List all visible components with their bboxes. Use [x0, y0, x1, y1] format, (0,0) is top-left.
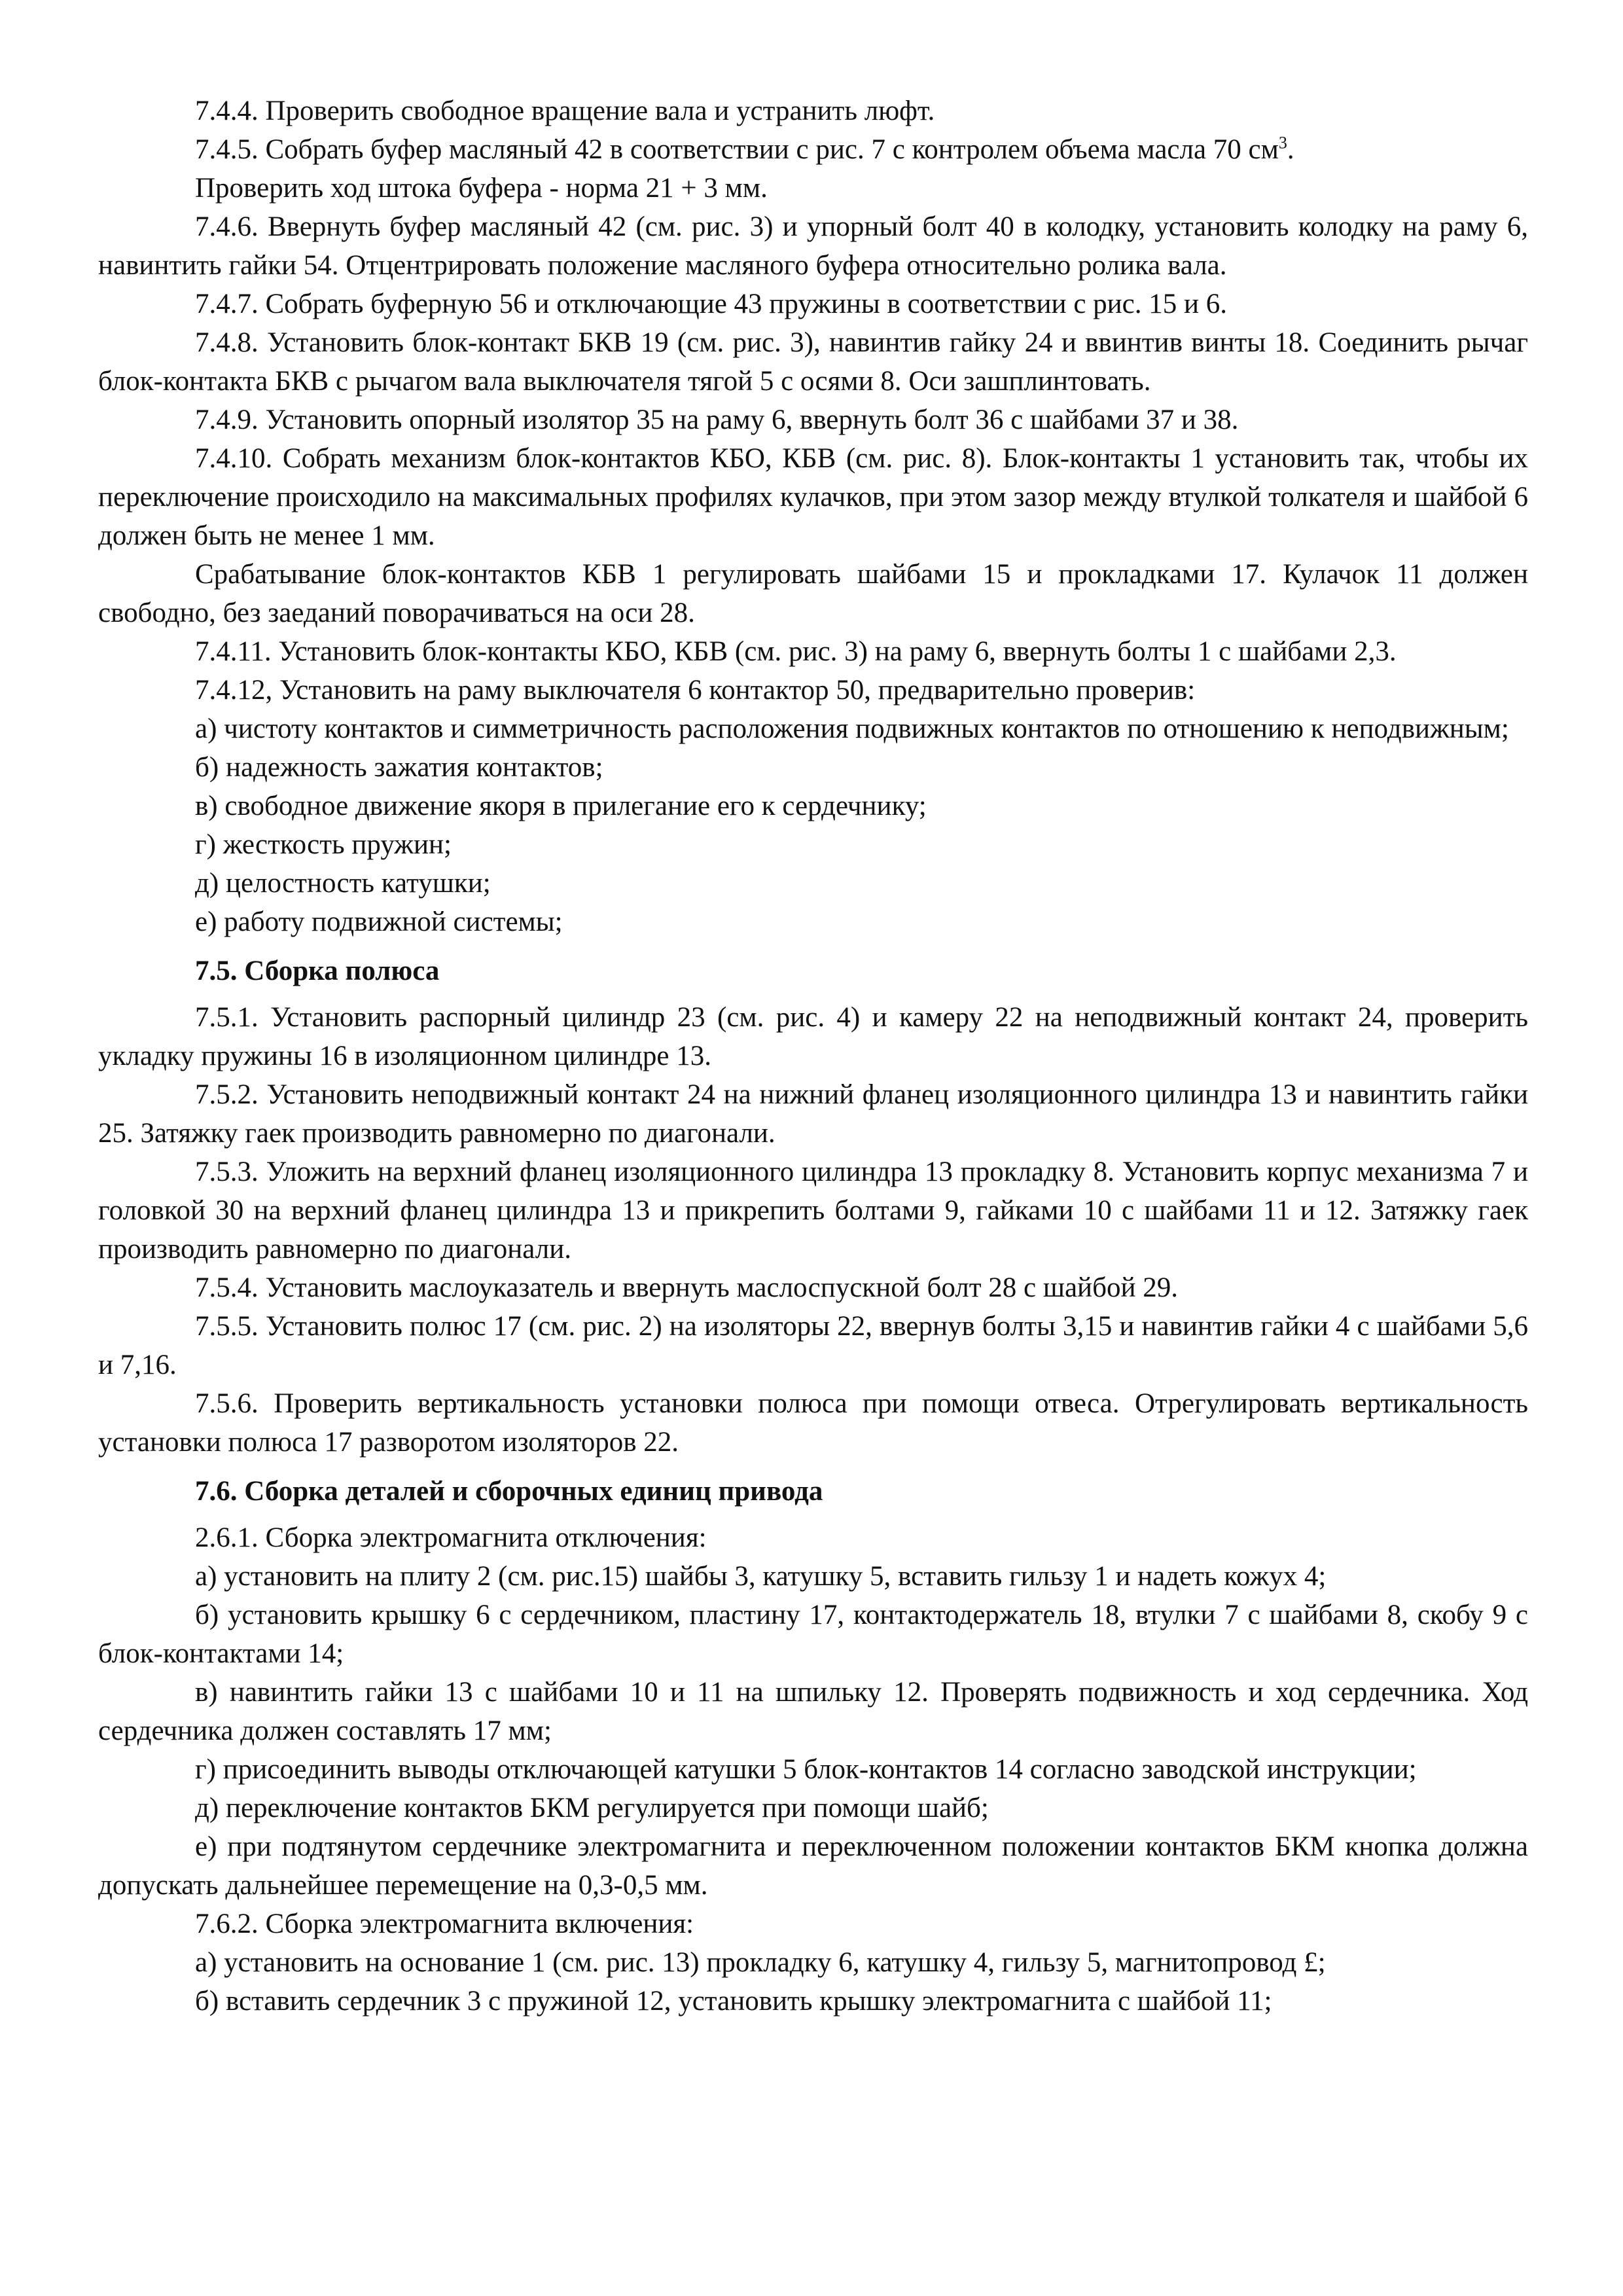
paragraph-buffer-stroke: Проверить ход штока буфера - норма 21 + 3 мм.	[195, 173, 768, 204]
list-item-e: е) работу подвижной системы;	[195, 906, 563, 937]
paragraph-7-5-2: 7.5.2. Установить неподвижный контакт 24 на нижний фланец изоляционного цилиндра 13 и навинтить гайки 25. Затяжку гаек производить равномерно по диагонали.	[98, 1079, 1528, 1149]
list-item-g: г) присоединить выводы отключающей катушки 5 блок-контактов 14 согласно заводской инструкции;	[195, 1754, 1417, 1785]
paragraph-tail: .	[1287, 134, 1294, 165]
section-heading-7-5: 7.5. Сборка полюса	[195, 956, 440, 986]
paragraph-7-5-4: 7.5.4. Установить маслоуказатель и ввернуть маслоспускной болт 28 с шайбой 29.	[195, 1272, 1178, 1303]
paragraph-7-4-5	[98, 130, 1528, 169]
list-item-a: а) установить на основание 1 (см. рис. 13) прокладку 6, катушку 4, гильзу 5, магнитопровод £;	[195, 1947, 1326, 1978]
paragraph-7-5-5: 7.5.5. Установить полюс 17 (см. рис. 2) на изоляторы 22, ввернув болты 3,15 и навинтив гайки 4 с шайбами 5,6 и 7,16.	[98, 1311, 1528, 1380]
list-item-a: а) установить на плиту 2 (см. рис.15) шайбы 3, катушку 5, вставить гильзу 1 и надеть кожух 4;	[195, 1561, 1327, 1592]
section-heading-7-6: 7.6. Сборка деталей и сборочных единиц привода	[195, 1476, 823, 1507]
list-item-b: б) вставить сердечник 3 с пружиной 12, установить крышку электромагнита с шайбой 11;	[195, 1986, 1272, 2017]
list-item-b: б) надежность зажатия контактов;	[195, 752, 603, 783]
paragraph-7-4-8: 7.4.8. Установить блок-контакт БКВ 19 (см. рис. 3), навинтив гайку 24 и ввинтив винты 18. Соединить рычаг блок-контакта БКВ с рычагом вала выключателя тягой 5 с осями 8. Оси зашплинтовать.	[98, 327, 1528, 397]
list-item-b: б) установить крышку 6 с сердечником, пластину 17, контактодержатель 18, втулки 7 с шайбами 8, скобу 9 с блок-контактами 14;	[98, 1600, 1528, 1669]
paragraph-7-4-4: 7.4.4. Проверить свободное вращение вала и устранить люфт.	[195, 96, 935, 126]
list-item-d: д) целостность катушки;	[195, 868, 491, 899]
paragraph-kbv-adjust: Срабатывание блок-контактов КБВ 1 регулировать шайбами 15 и прокладками 17. Кулачок 11 должен свободно, без заеданий поворачиваться на оси 28.	[98, 559, 1528, 628]
list-item-d: д) переключение контактов БКМ регулируется при помощи шайб;	[195, 1793, 989, 1823]
paragraph-7-4-9: 7.4.9. Установить опорный изолятор 35 на раму 6, ввернуть болт 36 с шайбами 37 и 38.	[195, 404, 1239, 435]
paragraph-7-4-12: 7.4.12, Установить на раму выключателя 6 контактор 50, предварительно проверив:	[195, 675, 1196, 706]
list-item-v: в) навинтить гайки 13 с шайбами 10 и 11 на шпильку 12. Проверять подвижность и ход сердечника. Ход сердечника должен составлять 17 мм;	[98, 1677, 1528, 1746]
list-item-a: а) чистоту контактов и симметричность расположения подвижных контактов по отношению к неподвижным;	[195, 713, 1509, 744]
paragraph-7-4-6: 7.4.6. Ввернуть буфер масляный 42 (см. рис. 3) и упорный болт 40 в колодку, установить колодку на раму 6, навинтить гайки 54. Отцентрировать положение масляного буфера относительно ролика вала.	[98, 211, 1528, 281]
paragraph-7-6-2: 7.6.2. Сборка электромагнита включения:	[195, 1909, 694, 1939]
paragraph-text: 7.4.5. Собрать буфер масляный 42 в соответствии с рис. 7 с контролем объема масла 70 см	[195, 134, 1279, 165]
paragraph-7-4-10: 7.4.10. Собрать механизм блок-контактов КБО, КБВ (см. рис. 8). Блок-контакты 1 установить так, чтобы их переключение происходило на максимальных профилях кулачков, при этом зазор между втулкой толкателя и шайбой 6 должен быть не менее 1 мм.	[98, 443, 1528, 551]
superscript: 3	[1278, 133, 1287, 152]
paragraph-7-5-1: 7.5.1. Установить распорный цилиндр 23 (см. рис. 4) и камеру 22 на неподвижный контакт 24, проверить укладку пружины 16 в изоляционном цилиндре 13.	[98, 1002, 1528, 1071]
paragraph-7-5-3: 7.5.3. Уложить на верхний фланец изоляционного цилиндра 13 прокладку 8. Установить корпус механизма 7 и головкой 30 на верхний фланец цилиндра 13 и прикрепить болтами 9, гайками 10 с шайбами 11 и 12. Затяжку гаек производить равномерно по диагонали.	[98, 1157, 1528, 1265]
list-item-g: г) жесткость пружин;	[195, 829, 452, 860]
list-item-v: в) свободное движение якоря в прилегание его к сердечнику;	[195, 791, 927, 821]
paragraph-7-4-7: 7.4.7. Собрать буферную 56 и отключающие 43 пружины в соответствии с рис. 15 и 6.	[195, 289, 1228, 319]
paragraph-2-6-1: 2.6.1. Сборка электромагнита отключения:	[195, 1522, 707, 1553]
list-item-e: е) при подтянутом сердечнике электромагнита и переключенном положении контактов БКМ кнопка должна допускать дальнейшее перемещение на 0,3-0,5 мм.	[98, 1831, 1528, 1901]
document-page	[98, 92, 1528, 2020]
paragraph-7-5-6: 7.5.6. Проверить вертикальность установки полюса при помощи отвеса. Отрегулировать вертикальность установки полюса 17 разворотом изоляторов 22.	[98, 1388, 1528, 1458]
paragraph-7-4-11: 7.4.11. Установить блок-контакты КБО, КБВ (см. рис. 3) на раму 6, ввернуть болты 1 с шайбами 2,3.	[195, 636, 1397, 667]
